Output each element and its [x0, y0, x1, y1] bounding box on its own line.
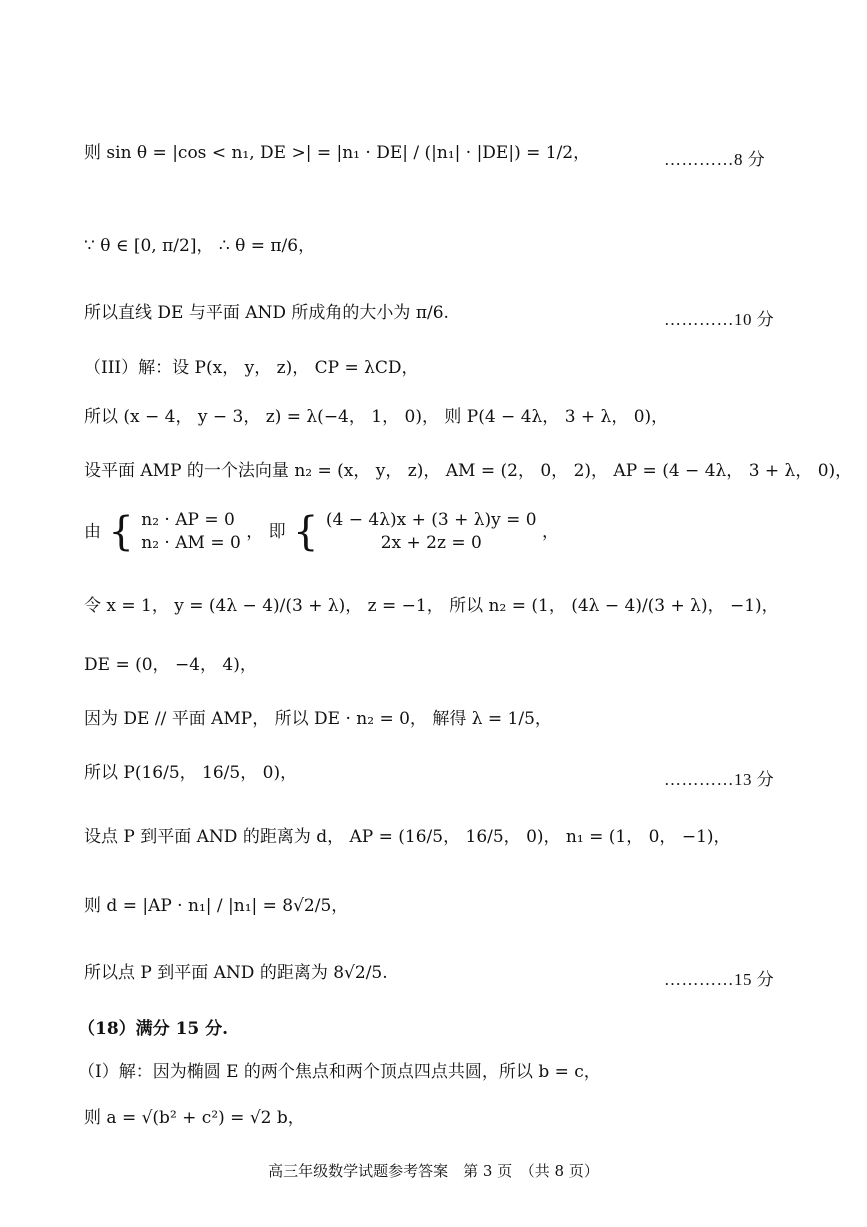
left-brace-2: {: [293, 509, 319, 555]
line-system: 由 { n₂ · AP = 0 n₂ · AM = 0 ， 即 { (4 − 4λ)x + (3 + λ)y = 0 2x + 2z = 0 ，: [84, 509, 560, 555]
line-p-result: 所以 P(16/5， 16/5， 0)，: [84, 763, 298, 783]
line-de-parallel: 因为 DE // 平面 AMP， 所以 DE · n₂ = 0， 解得 λ = 1/5，: [84, 709, 552, 729]
page-footer: 高三年级数学试题参考答案 第 3 页 （共 8 页）: [268, 1162, 599, 1180]
left-brace: {: [108, 509, 134, 555]
system-right: (4 − 4λ)x + (3 + λ)y = 0 2x + 2z = 0: [325, 510, 537, 553]
line-sin-theta: 则 sin θ = |cos < n₁, DE >| = |n₁ · DE| / (|n₁| · |DE|) = 1/2，: [84, 143, 591, 163]
line-distance-result: 所以点 P 到平面 AND 的距离为 8√2/5.: [84, 963, 388, 983]
line-distance-calc: 则 d = |AP · n₁| / |n₁| = 8√2/5，: [84, 896, 349, 916]
line-q18-heading: （18）满分 15 分.: [78, 1019, 229, 1039]
line-let-x: 令 x = 1， y = (4λ − 4)/(3 + λ)， z = −1， 所以 n₂ = (1， (4λ − 4)/(3 + λ)， −1)，: [84, 596, 779, 616]
score-10: …………10 分: [664, 310, 775, 329]
system-left: n₂ · AP = 0 n₂ · AM = 0: [141, 510, 241, 553]
score-8: …………8 分: [664, 150, 766, 169]
line-theta-range: ∵ θ ∈ [0, π/2]， ∴ θ = π/6，: [84, 236, 316, 256]
score-15: …………15 分: [664, 970, 775, 989]
line-p-coords: 所以 (x − 4， y − 3， z) = λ(−4， 1， 0)， 则 P(4 − 4λ， 3 + λ， 0)，: [84, 407, 669, 427]
line-q18-part1: （Ⅰ）解：因为椭圆 E 的两个焦点和两个顶点四点共圆，所以 b = c，: [78, 1062, 601, 1082]
line-part3-setup: （III）解：设 P(x， y， z)， CP = λCD，: [84, 358, 419, 378]
line-distance-setup: 设点 P 到平面 AND 的距离为 d， AP = (16/5， 16/5， 0)， n₁ = (1， 0， −1)，: [84, 827, 731, 847]
line-a-value: 则 a = √(b² + c²) = √2 b，: [84, 1108, 305, 1128]
line-de-vector: DE = (0， −4， 4)，: [84, 655, 257, 675]
score-13: …………13 分: [664, 770, 775, 789]
line-normal-vector: 设平面 AMP 的一个法向量 n₂ = (x， y， z)， AM = (2， 0， 2)， AP = (4 − 4λ， 3 + λ， 0)，: [84, 461, 853, 481]
line-angle-result: 所以直线 DE 与平面 AND 所成角的大小为 π/6.: [84, 303, 449, 323]
